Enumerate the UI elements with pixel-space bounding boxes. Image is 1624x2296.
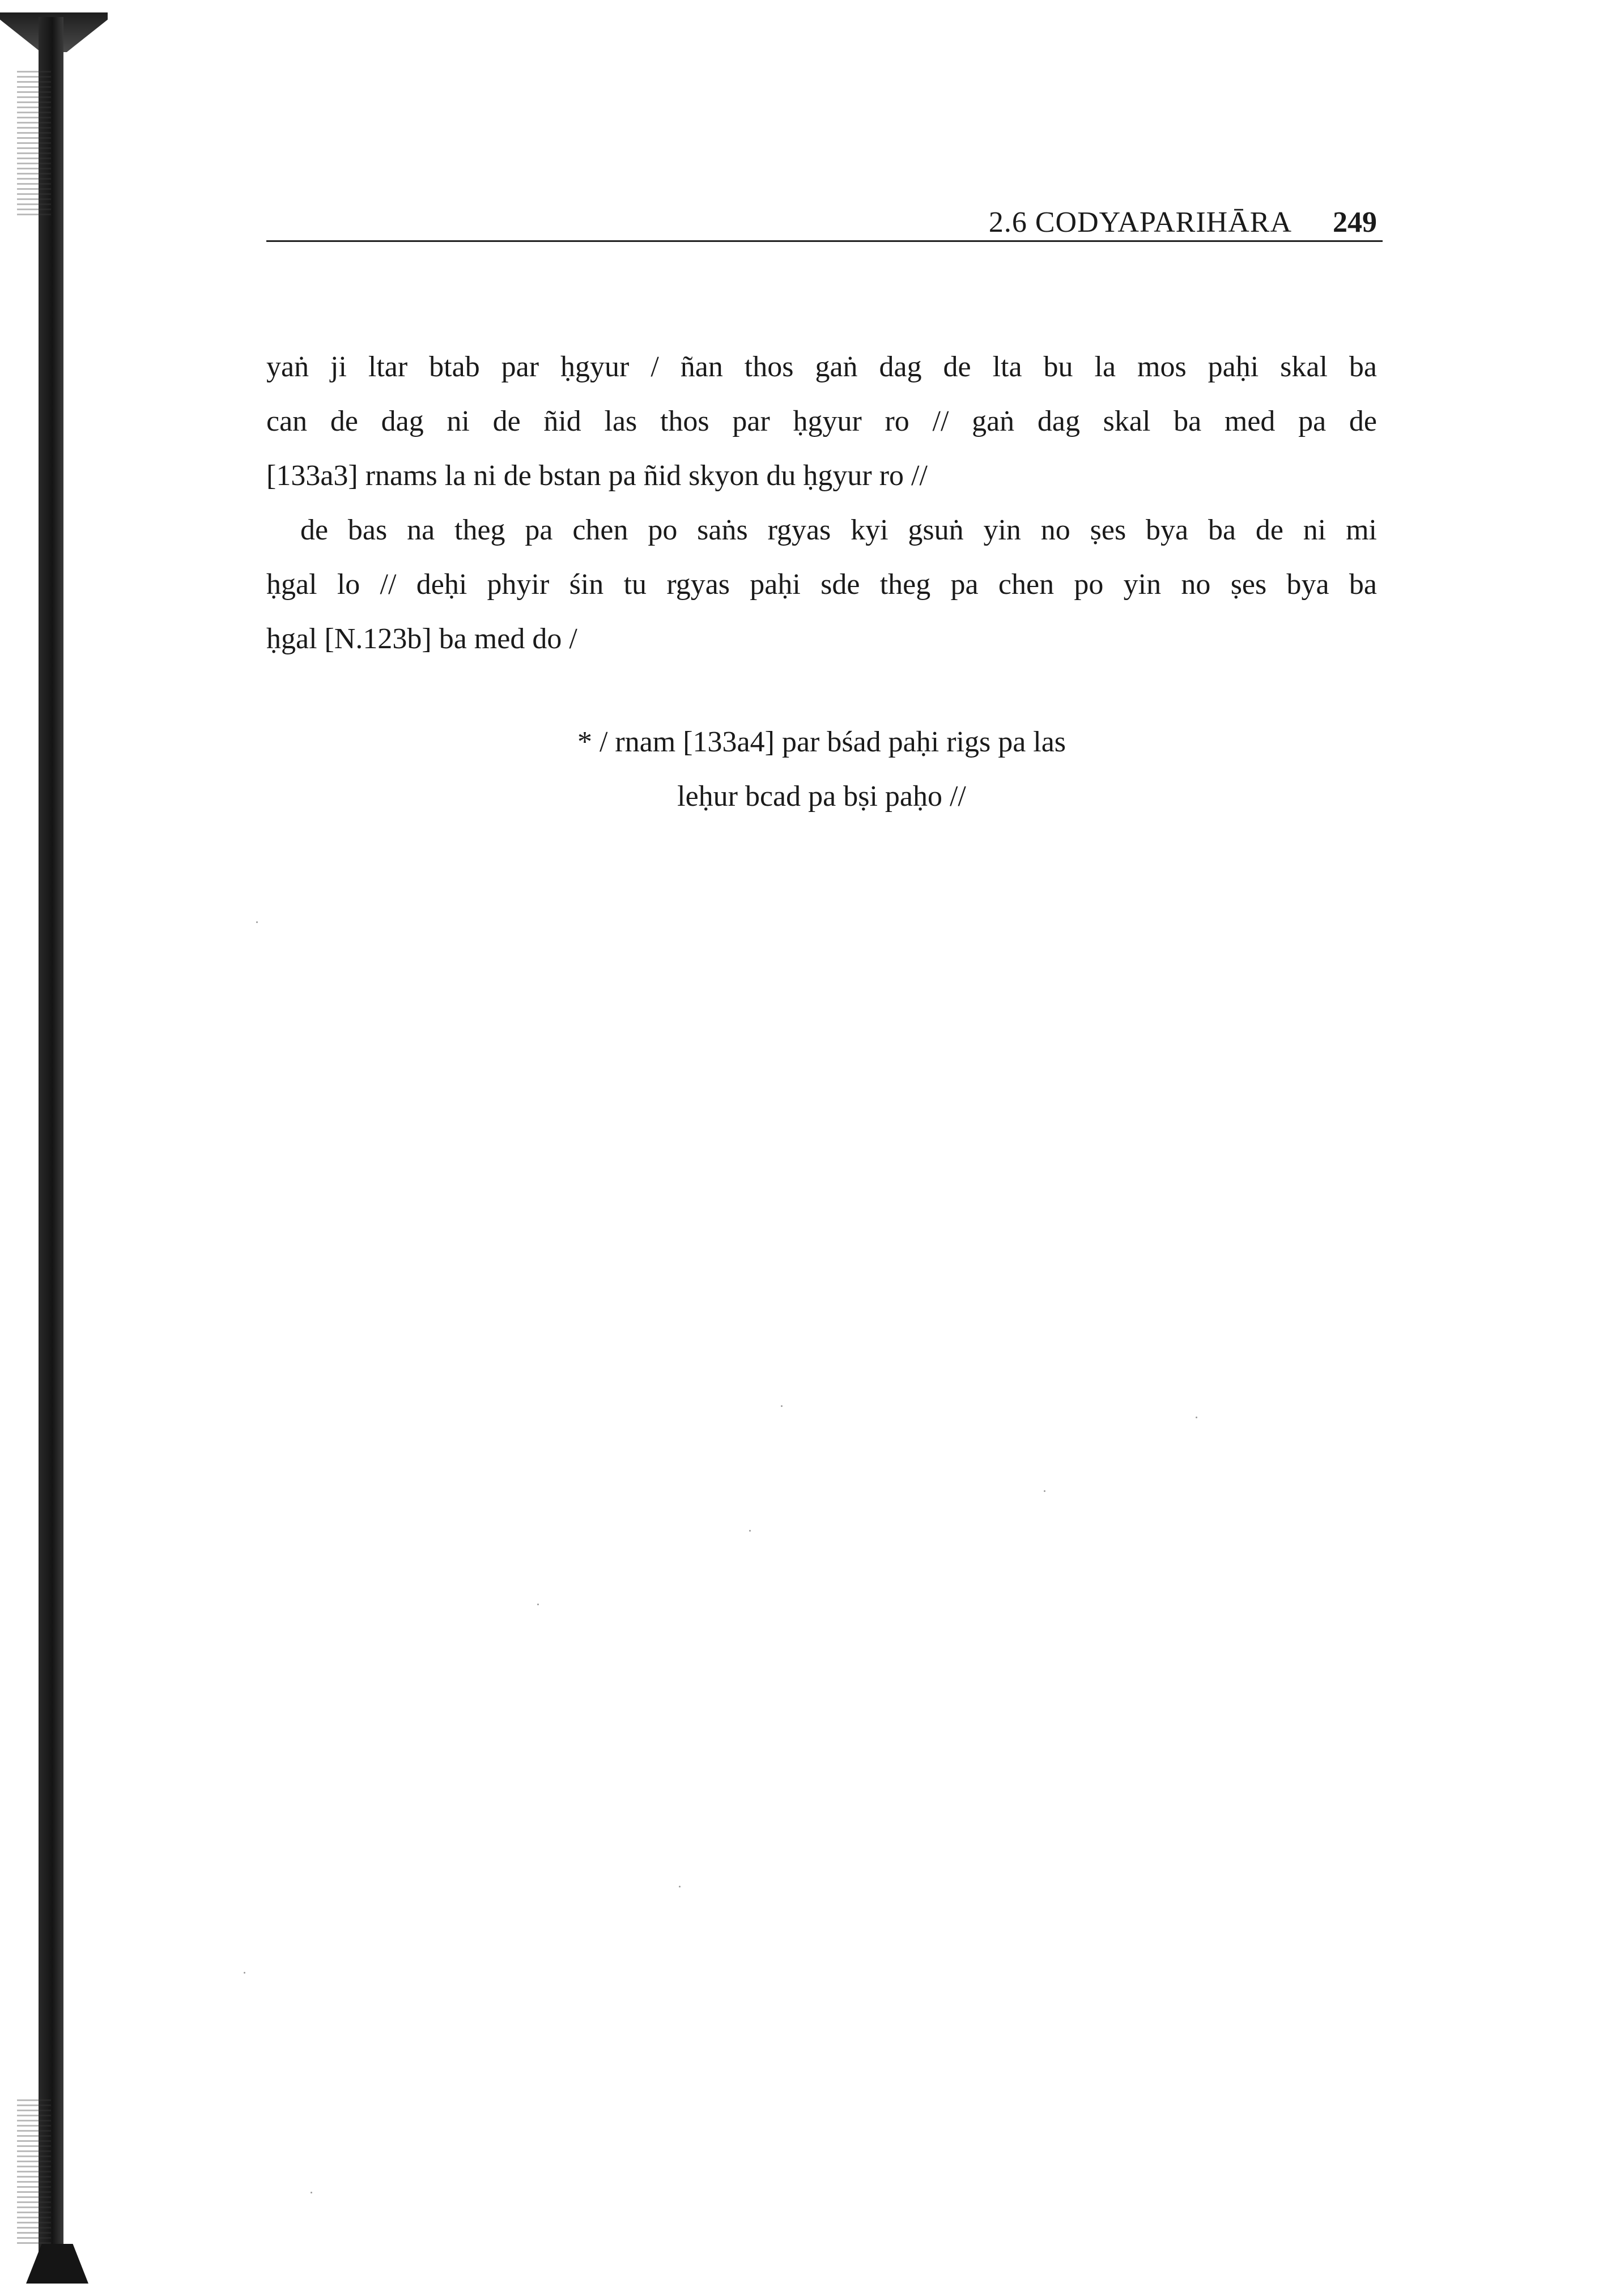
text-line: can de dag ni de ñid las thos par ḥgyur ro // gaṅ dag skal ba med pa de [266, 405, 1377, 437]
scan-speck [781, 1405, 783, 1407]
text-line: ḥgal lo // deḥi phyir śin tu rgyas paḥi sde theg pa chen po yin no ṣes bya ba [266, 568, 1377, 601]
scan-speck [256, 921, 258, 923]
colophon-line: * / rnam [133a4] par bśad paḥi rigs pa las [577, 726, 1066, 758]
text-line: yaṅ ji ltar btab par ḥgyur / ñan thos gaṅ dag de lta bu la mos paḥi skal ba [266, 351, 1377, 383]
scan-speck [244, 1972, 245, 1974]
page-number: 249 [1333, 206, 1377, 239]
binding-speckle-bottom [17, 2097, 51, 2244]
binding-edge [39, 17, 63, 2284]
scan-speck [537, 1604, 539, 1605]
text-line: ḥgal [N.123b] ba med do / [266, 623, 577, 655]
scan-speck [1044, 1490, 1045, 1492]
running-head [266, 206, 1383, 242]
scan-speck [679, 1886, 681, 1887]
binding-edge-bottom [26, 2244, 88, 2284]
scan-speck [1196, 1417, 1197, 1418]
body-text [266, 340, 1377, 666]
chapter-colophon [266, 715, 1377, 824]
binding-speckle-top [17, 68, 51, 215]
running-head-title: 2.6 CODYAPARIHĀRA [988, 206, 1292, 239]
scan-speck [311, 2192, 312, 2193]
scan-speck [749, 1530, 751, 1532]
text-line: de bas na theg pa chen po saṅs rgyas kyi gsuṅ yin no ṣes bya ba de ni mi [300, 514, 1377, 546]
colophon-line: leḥur bcad pa bṣi paḥo // [677, 780, 966, 813]
text-line: [133a3] rnams la ni de bstan pa ñid skyon du ḥgyur ro // [266, 460, 928, 492]
